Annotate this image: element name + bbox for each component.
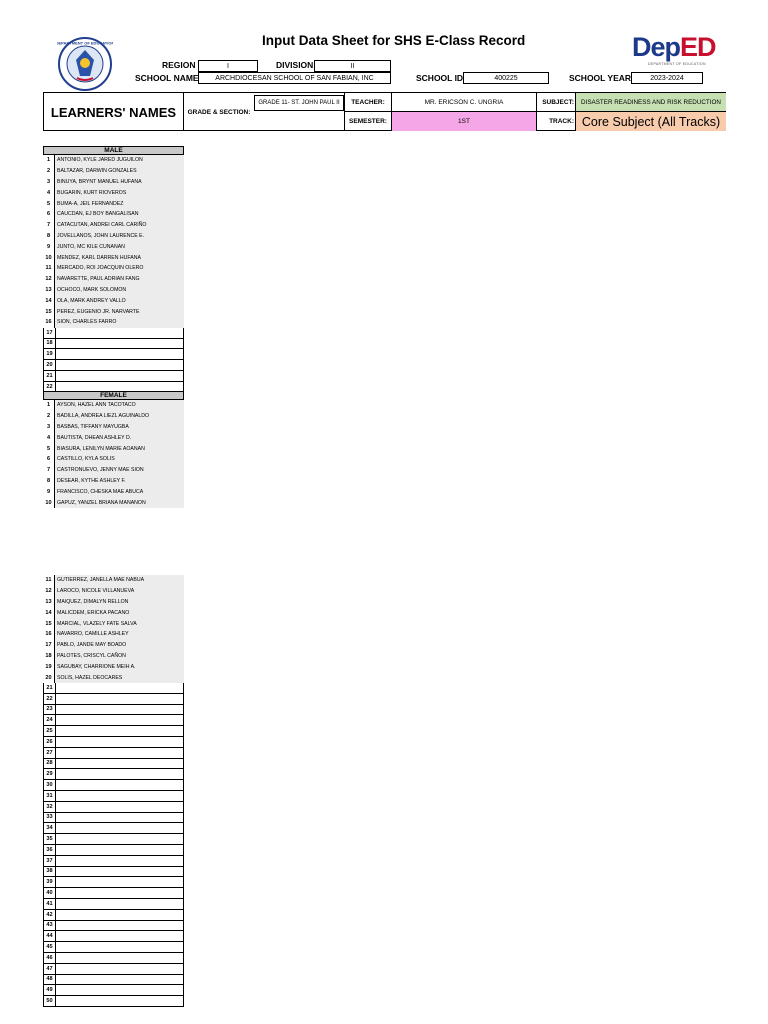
learner-row[interactable] xyxy=(43,187,184,198)
row-number: 8 xyxy=(43,476,55,487)
deped-logo-part2: ED xyxy=(680,32,716,62)
seal-text: DEPARTMENT OF EDUCATION xyxy=(57,40,113,46)
learner-row[interactable] xyxy=(43,400,184,411)
row-number: 23 xyxy=(44,705,56,715)
learner-name[interactable] xyxy=(56,899,183,909)
learner-row[interactable] xyxy=(43,964,184,975)
row-number: 46 xyxy=(44,953,56,963)
learner-name[interactable]: PALOTES, CRISCYL CAÑON xyxy=(55,651,184,662)
learner-name[interactable] xyxy=(56,877,183,887)
row-number: 42 xyxy=(44,910,56,920)
row-number: 14 xyxy=(43,607,55,618)
learner-name[interactable]: GAPUZ, YANZEL BRIANA MANANON xyxy=(55,497,184,508)
learner-name[interactable] xyxy=(56,985,183,995)
row-number: 21 xyxy=(44,683,56,693)
learner-name[interactable] xyxy=(56,888,183,898)
learner-row[interactable] xyxy=(43,360,184,371)
learner-name[interactable] xyxy=(56,996,183,1006)
row-number: 5 xyxy=(43,198,55,209)
learner-row[interactable] xyxy=(43,769,184,780)
row-number: 43 xyxy=(44,921,56,931)
row-number: 17 xyxy=(43,640,55,651)
row-number: 15 xyxy=(43,618,55,629)
row-number: 50 xyxy=(44,996,56,1006)
row-number: 19 xyxy=(44,349,56,359)
learner-row[interactable] xyxy=(43,454,184,465)
learner-row[interactable] xyxy=(43,198,184,209)
learner-row[interactable] xyxy=(43,607,184,618)
learner-row[interactable] xyxy=(43,683,184,694)
row-number: 9 xyxy=(43,241,55,252)
row-number: 3 xyxy=(43,422,55,433)
track-field[interactable]: Core Subject (All Tracks) xyxy=(575,111,726,131)
learners-names-header: LEARNERS' NAMES xyxy=(44,93,184,131)
learner-name[interactable] xyxy=(56,953,183,963)
subject-field[interactable]: DISASTER READINESS AND RISK REDUCTION xyxy=(575,93,726,111)
learner-row[interactable] xyxy=(43,640,184,651)
learner-row[interactable] xyxy=(43,263,184,274)
learner-row[interactable] xyxy=(43,274,184,285)
learner-name[interactable] xyxy=(56,759,183,769)
row-number: 13 xyxy=(43,597,55,608)
learner-row[interactable] xyxy=(43,486,184,497)
class-info-table xyxy=(43,92,726,131)
row-number: 22 xyxy=(44,382,56,392)
learner-row[interactable] xyxy=(43,931,184,942)
learner-name[interactable]: SION, CHARLES FARRO xyxy=(55,317,184,328)
learner-name[interactable] xyxy=(56,780,183,790)
learner-row[interactable] xyxy=(43,629,184,640)
row-number: 44 xyxy=(44,931,56,941)
learner-name[interactable] xyxy=(56,339,183,349)
row-number: 16 xyxy=(43,317,55,328)
learner-row[interactable] xyxy=(43,422,184,433)
learner-row[interactable] xyxy=(43,985,184,996)
learner-row[interactable] xyxy=(43,306,184,317)
row-number: 36 xyxy=(44,845,56,855)
learner-row[interactable] xyxy=(43,715,184,726)
learner-row[interactable] xyxy=(43,996,184,1007)
learner-row[interactable] xyxy=(43,497,184,508)
learner-row[interactable] xyxy=(43,877,184,888)
learner-row[interactable] xyxy=(43,220,184,231)
learner-name[interactable] xyxy=(56,975,183,985)
row-number: 27 xyxy=(44,748,56,758)
learner-name[interactable] xyxy=(56,726,183,736)
row-number: 35 xyxy=(44,834,56,844)
learner-name[interactable]: PEREZ, EUGENIO JR. NARVARTE xyxy=(55,306,184,317)
row-number: 33 xyxy=(44,813,56,823)
row-number: 17 xyxy=(44,328,56,338)
learner-row[interactable] xyxy=(43,618,184,629)
row-number: 13 xyxy=(43,285,55,296)
row-number: 29 xyxy=(44,769,56,779)
learner-name[interactable]: SAGUBAY, CHARRIONE MEIH A. xyxy=(55,661,184,672)
learner-row[interactable] xyxy=(43,209,184,220)
learner-name[interactable] xyxy=(56,328,183,338)
learner-row[interactable] xyxy=(43,476,184,487)
row-number: 7 xyxy=(43,465,55,476)
learner-name[interactable] xyxy=(56,813,183,823)
row-number: 32 xyxy=(44,802,56,812)
learner-row[interactable] xyxy=(43,252,184,263)
row-number: 14 xyxy=(43,295,55,306)
learner-name[interactable] xyxy=(56,964,183,974)
learner-row[interactable] xyxy=(43,823,184,834)
learner-name[interactable]: MAIQUEZ, DIMALYN RELLON xyxy=(55,597,184,608)
learner-row[interactable] xyxy=(43,443,184,454)
row-number: 41 xyxy=(44,899,56,909)
learner-row[interactable] xyxy=(43,910,184,921)
row-number: 21 xyxy=(44,371,56,381)
learner-row[interactable] xyxy=(43,856,184,867)
learner-name[interactable] xyxy=(56,371,183,381)
learner-name[interactable]: JOVELLANOS, JOHN LAURENCE E. xyxy=(55,231,184,242)
learner-name[interactable]: CASTILLO, KYLA SOLIS xyxy=(55,454,184,465)
learner-row[interactable] xyxy=(43,328,184,339)
row-number: 6 xyxy=(43,209,55,220)
deped-logo xyxy=(632,32,716,63)
semester-field[interactable]: 1ST xyxy=(392,111,537,131)
learner-name[interactable]: ANTONIO, KYLE JARED JUGUILON xyxy=(55,155,184,166)
learner-name[interactable]: BADILLA, ANDREA LIEZL AGUINALDO xyxy=(55,411,184,422)
learner-row[interactable] xyxy=(43,672,184,683)
row-number: 28 xyxy=(44,759,56,769)
learner-row[interactable] xyxy=(43,748,184,759)
row-number: 19 xyxy=(43,661,55,672)
learner-row[interactable] xyxy=(43,586,184,597)
learner-row[interactable] xyxy=(43,845,184,856)
page-title: Input Data Sheet for SHS E-Class Record xyxy=(262,33,526,48)
row-number: 26 xyxy=(44,737,56,747)
learner-row[interactable] xyxy=(43,661,184,672)
learner-name[interactable] xyxy=(56,715,183,725)
learner-row[interactable] xyxy=(43,780,184,791)
teacher-field[interactable]: MR. ERICSON C. UNGRIA xyxy=(392,93,537,111)
learner-name[interactable]: BIASURA, LENILYN MARIE AOANAN xyxy=(55,443,184,454)
learner-name[interactable] xyxy=(56,748,183,758)
row-number: 11 xyxy=(43,575,55,586)
school-year-field[interactable]: 2023-2024 xyxy=(631,72,703,84)
row-number: 10 xyxy=(43,497,55,508)
learner-name[interactable] xyxy=(56,867,183,877)
learner-name[interactable] xyxy=(56,823,183,833)
row-number: 31 xyxy=(44,791,56,801)
learner-name[interactable] xyxy=(56,791,183,801)
learner-row[interactable] xyxy=(43,813,184,824)
learner-name[interactable]: BAUTISTA, DHEAN ASHLEY D. xyxy=(55,432,184,443)
track-label: TRACK: xyxy=(537,111,575,131)
learner-name[interactable]: BALTAZAR, DARWIN GONZALES xyxy=(55,166,184,177)
row-number: 45 xyxy=(44,942,56,952)
teacher-label: TEACHER: xyxy=(344,93,392,111)
learner-row[interactable] xyxy=(43,285,184,296)
row-number: 5 xyxy=(43,443,55,454)
learner-name[interactable]: FRANCISCO, CHESKA MAE ABUCA xyxy=(55,486,184,497)
learner-name[interactable]: MARCIAL, VLAZELY FATE SALVA xyxy=(55,618,184,629)
division-label: DIVISION xyxy=(276,60,314,70)
row-number: 8 xyxy=(43,231,55,242)
learner-row[interactable] xyxy=(43,834,184,845)
learner-name[interactable] xyxy=(56,349,183,359)
learner-name[interactable]: JUNTO, MC KILE CUNANAN xyxy=(55,241,184,252)
learner-name[interactable]: SOLIS, HAZEL DEOCARES xyxy=(55,672,184,683)
learner-row[interactable] xyxy=(43,432,184,443)
learner-name[interactable]: NAVARETTE, PAUL ADRIAN FANG xyxy=(55,274,184,285)
semester-label: SEMESTER: xyxy=(344,111,392,131)
row-number: 40 xyxy=(44,888,56,898)
learner-row[interactable] xyxy=(43,953,184,964)
row-number: 16 xyxy=(43,629,55,640)
learner-name[interactable]: AYSON, HAZEL ANN TACOTACO xyxy=(55,400,184,411)
deped-logo-part1: Dep xyxy=(632,32,681,62)
learner-name[interactable]: NAVARRO, CAMILLE ASHLEY xyxy=(55,629,184,640)
learner-row[interactable] xyxy=(43,339,184,350)
learner-name[interactable]: OCHOCO, MARK SOLOMON xyxy=(55,285,184,296)
learner-row[interactable] xyxy=(43,231,184,242)
row-number: 10 xyxy=(43,252,55,263)
learner-name[interactable]: MENDEZ, KARL DARREN HUFANA xyxy=(55,252,184,263)
grade-section-field[interactable]: GRADE 11- ST. JOHN PAUL II xyxy=(254,95,344,111)
learner-name[interactable] xyxy=(56,737,183,747)
learner-name[interactable] xyxy=(56,942,183,952)
row-number: 48 xyxy=(44,975,56,985)
male-section-header: MALE xyxy=(43,146,184,155)
row-number: 30 xyxy=(44,780,56,790)
learner-name[interactable]: MERCADO, ROI JOACQUIN OLERO xyxy=(55,263,184,274)
row-number: 47 xyxy=(44,964,56,974)
learner-name[interactable]: LAROCO, NICOLE VILLANUEVA xyxy=(55,586,184,597)
row-number: 1 xyxy=(43,155,55,166)
learner-row[interactable] xyxy=(43,177,184,188)
learner-row[interactable] xyxy=(43,694,184,705)
row-number: 20 xyxy=(44,360,56,370)
row-number: 22 xyxy=(44,694,56,704)
row-number: 39 xyxy=(44,877,56,887)
region-field[interactable]: I xyxy=(198,60,258,72)
learner-row[interactable] xyxy=(43,241,184,252)
row-number: 1 xyxy=(43,400,55,411)
row-number: 20 xyxy=(43,672,55,683)
row-number: 12 xyxy=(43,274,55,285)
deped-subtitle: DEPARTMENT OF EDUCATION xyxy=(648,62,706,66)
row-number: 38 xyxy=(44,867,56,877)
learner-name[interactable] xyxy=(56,931,183,941)
row-number: 49 xyxy=(44,985,56,995)
learner-name[interactable] xyxy=(56,802,183,812)
learner-name[interactable]: MALICDEM, ERICKA PACANO xyxy=(55,607,184,618)
learner-row[interactable] xyxy=(43,867,184,878)
female-section-header: FEMALE xyxy=(43,391,184,400)
row-number: 7 xyxy=(43,220,55,231)
learner-row[interactable] xyxy=(43,371,184,382)
learner-row[interactable] xyxy=(43,802,184,813)
learner-name[interactable]: CATACUTAN, ANDREI CARL CARIÑO xyxy=(55,220,184,231)
row-number: 12 xyxy=(43,586,55,597)
learner-name[interactable] xyxy=(56,856,183,866)
learner-row[interactable] xyxy=(43,899,184,910)
learner-row[interactable] xyxy=(43,317,184,328)
learner-row[interactable] xyxy=(43,597,184,608)
learner-row[interactable] xyxy=(43,465,184,476)
grade-section-label: GRADE & SECTION: xyxy=(187,108,251,116)
row-number: 15 xyxy=(43,306,55,317)
learner-name[interactable]: OLA, MARK ANDREY VALLO xyxy=(55,295,184,306)
learner-row[interactable] xyxy=(43,155,184,166)
school-name-field[interactable]: ARCHDIOCESAN SCHOOL OF SAN FABIAN, INC xyxy=(198,72,391,84)
row-number: 34 xyxy=(44,823,56,833)
row-number: 18 xyxy=(43,651,55,662)
row-number: 9 xyxy=(43,486,55,497)
learner-name[interactable] xyxy=(56,845,183,855)
region-label: REGION xyxy=(162,60,196,70)
learner-name[interactable] xyxy=(56,910,183,920)
row-number: 24 xyxy=(44,715,56,725)
learner-row[interactable] xyxy=(43,726,184,737)
learner-name[interactable]: PABLO, JANDE MAY BOADO xyxy=(55,640,184,651)
learner-row[interactable] xyxy=(43,759,184,770)
learner-name[interactable] xyxy=(56,694,183,704)
learner-name[interactable] xyxy=(56,360,183,370)
row-number: 37 xyxy=(44,856,56,866)
row-number: 2 xyxy=(43,411,55,422)
learner-name[interactable]: BINUYA, BRYNT MANUEL HUFANA xyxy=(55,177,184,188)
learner-name[interactable] xyxy=(56,683,183,693)
learner-name[interactable]: BUGARIN, KURT RIOVEROS xyxy=(55,187,184,198)
row-number: 3 xyxy=(43,177,55,188)
school-name-label: SCHOOL NAME xyxy=(135,73,199,83)
division-field[interactable]: II xyxy=(314,60,391,72)
learner-row[interactable] xyxy=(43,349,184,360)
row-number: 4 xyxy=(43,187,55,198)
learner-name[interactable] xyxy=(56,769,183,779)
row-number: 2 xyxy=(43,166,55,177)
school-year-label: SCHOOL YEAR xyxy=(569,73,632,83)
learner-row[interactable] xyxy=(43,575,184,586)
learner-row[interactable] xyxy=(43,705,184,716)
learner-name[interactable]: CAUCDAN, EJ BOY BANGALISAN xyxy=(55,209,184,220)
learner-name[interactable]: DESEAR, KYTHE ASHLEY F. xyxy=(55,476,184,487)
school-id-label: SCHOOL ID xyxy=(416,73,464,83)
row-number: 11 xyxy=(43,263,55,274)
row-number: 25 xyxy=(44,726,56,736)
row-number: 4 xyxy=(43,432,55,443)
learner-row[interactable] xyxy=(43,975,184,986)
row-number: 18 xyxy=(44,339,56,349)
learner-row[interactable] xyxy=(43,888,184,899)
subject-label: SUBJECT: xyxy=(542,98,574,106)
school-id-field[interactable]: 400225 xyxy=(463,72,549,84)
row-number: 6 xyxy=(43,454,55,465)
learner-name[interactable]: BUMA-A, JEIL FERNANDEZ xyxy=(55,198,184,209)
learner-name[interactable] xyxy=(56,705,183,715)
learner-name[interactable] xyxy=(56,834,183,844)
learner-name[interactable]: CASTRONUEVO, JENNY MAE SION xyxy=(55,465,184,476)
learner-name[interactable]: GUTIERREZ, JANELLA MAE NABUA xyxy=(55,575,184,586)
learner-row[interactable] xyxy=(43,942,184,953)
learner-row[interactable] xyxy=(43,651,184,662)
learner-name[interactable] xyxy=(56,921,183,931)
learner-name[interactable]: BASBAS, TIFFANY MAYUGBA xyxy=(55,422,184,433)
learner-row[interactable] xyxy=(43,166,184,177)
learner-row[interactable] xyxy=(43,921,184,932)
learner-row[interactable] xyxy=(43,791,184,802)
learner-row[interactable] xyxy=(43,411,184,422)
learner-row[interactable] xyxy=(43,737,184,748)
learner-row[interactable] xyxy=(43,295,184,306)
deped-seal-logo xyxy=(57,36,113,92)
